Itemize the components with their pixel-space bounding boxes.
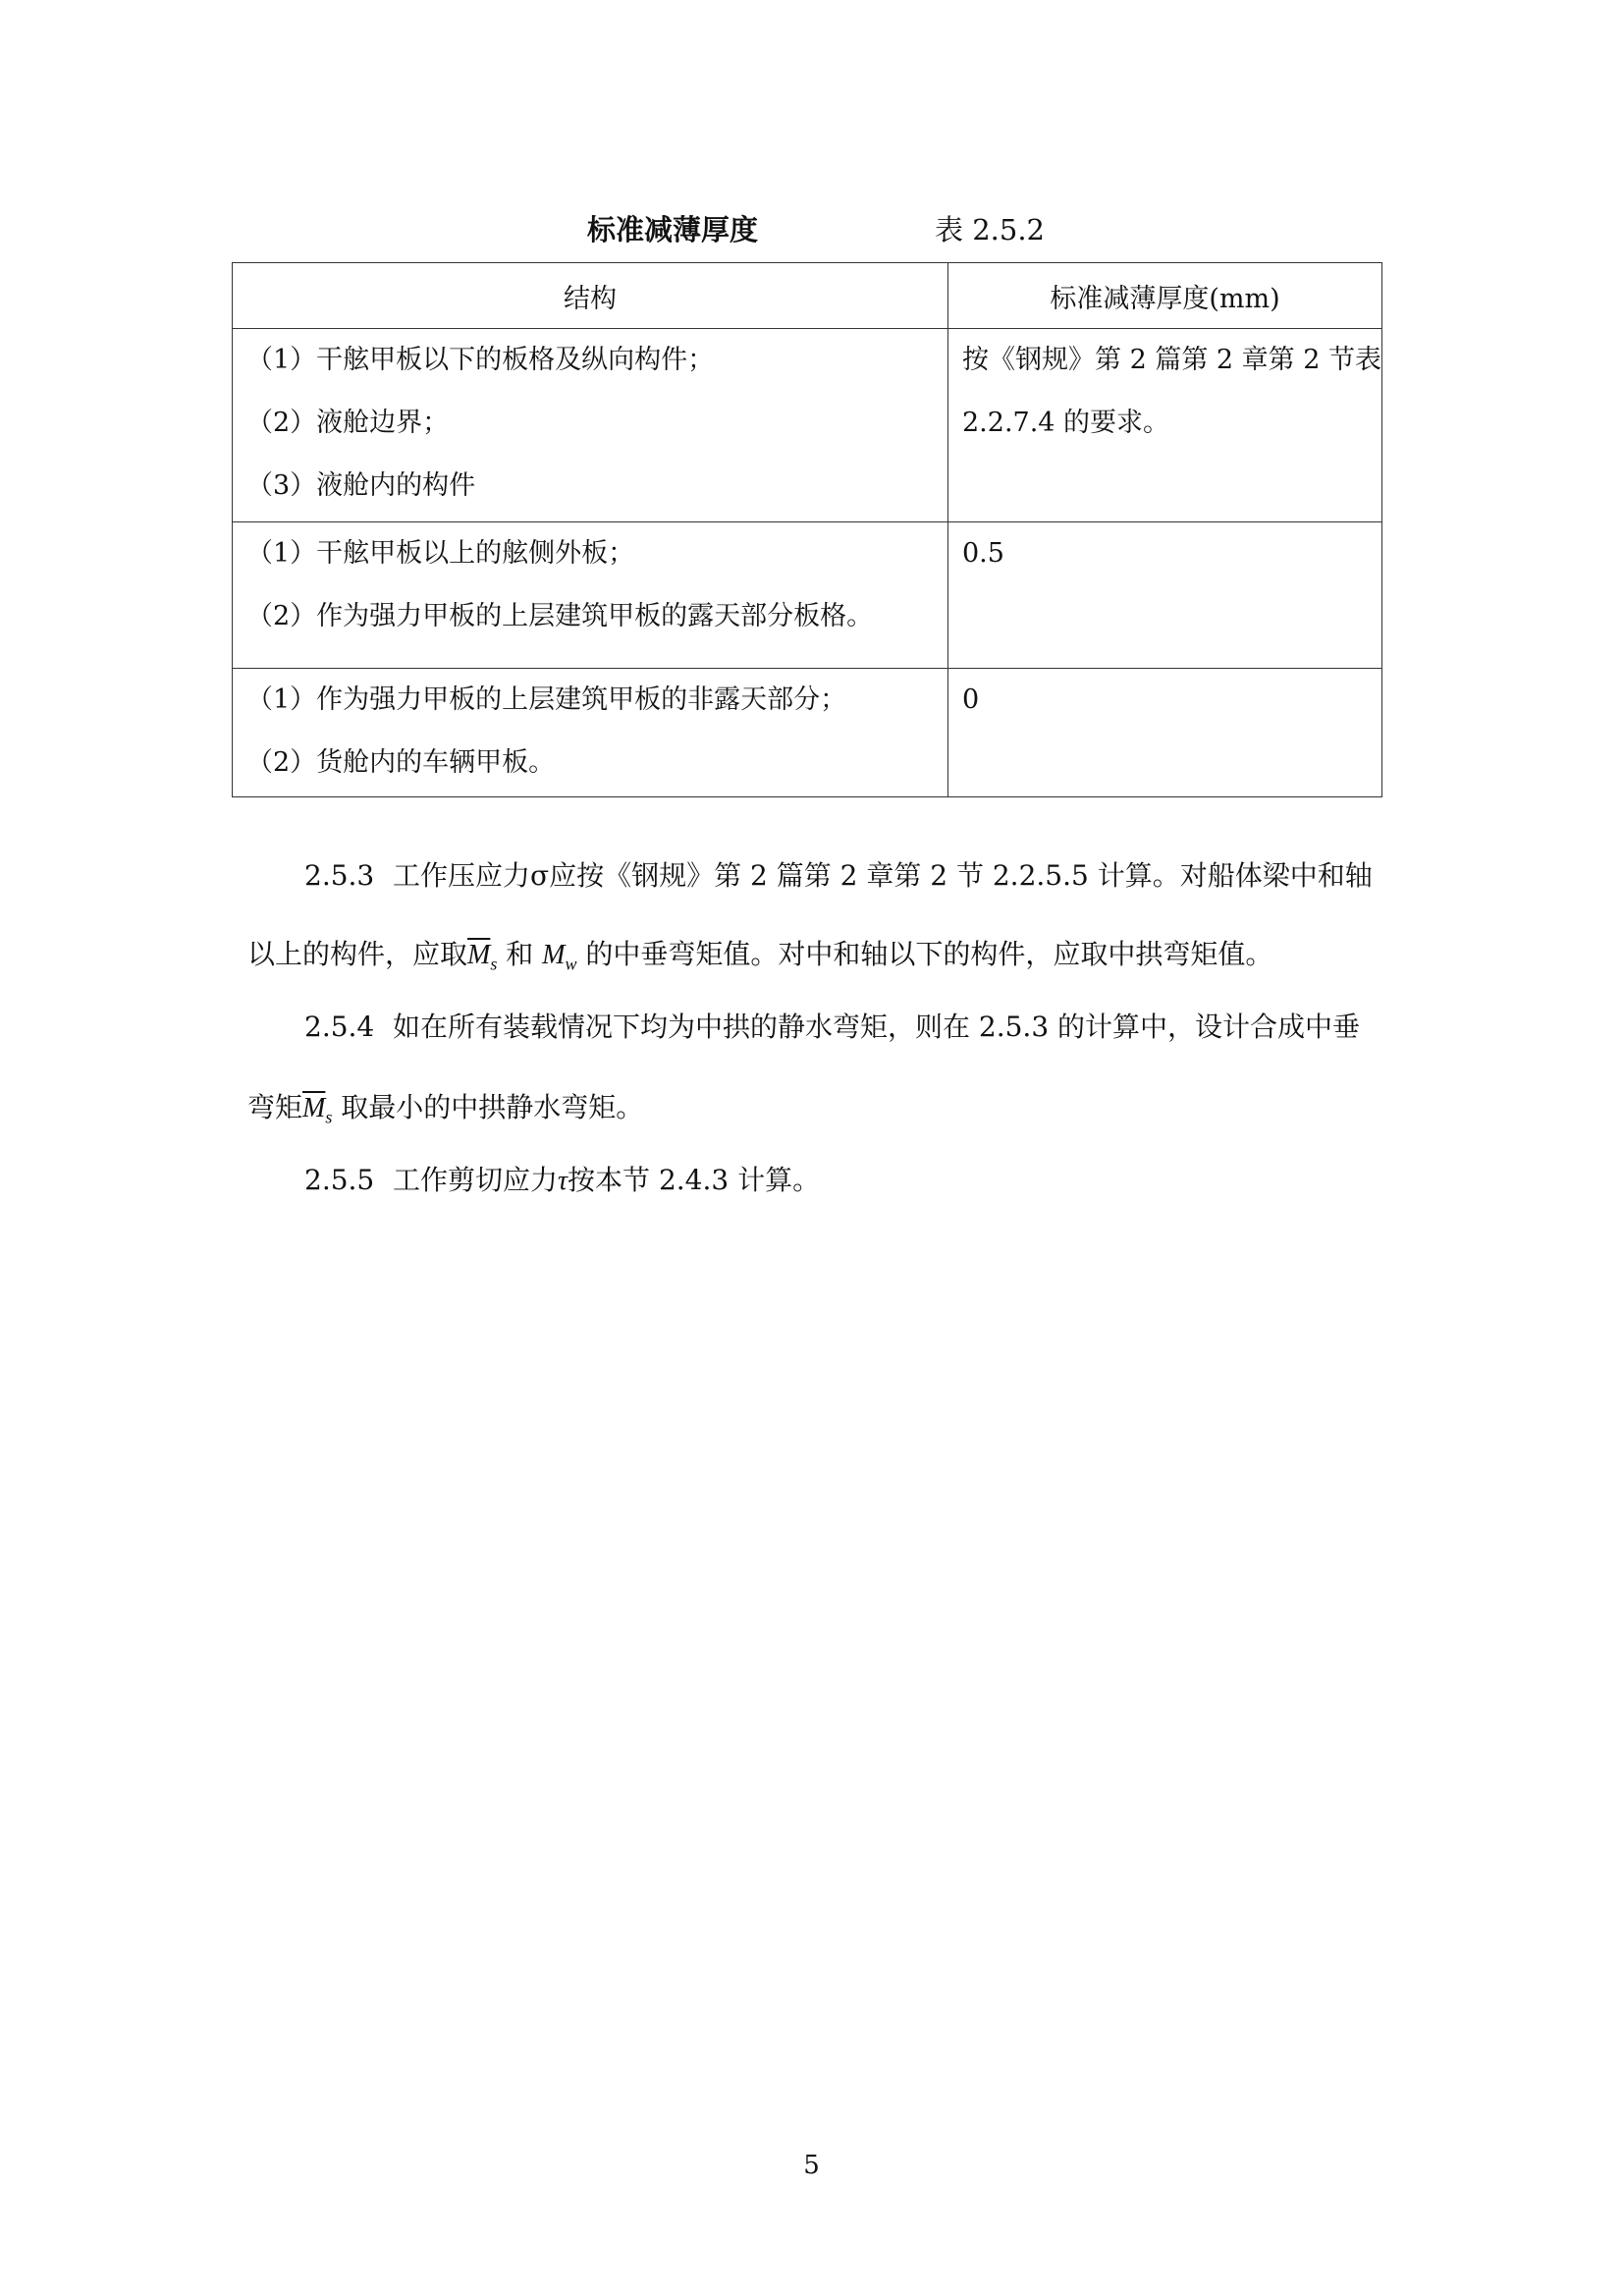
clause-number: 2.5.3 bbox=[304, 859, 375, 892]
paragraph-text: 按本节 2.4.3 计算。 bbox=[568, 1164, 821, 1196]
table-row bbox=[233, 522, 1382, 669]
paragraph-2-5-3-line2 bbox=[247, 935, 1272, 984]
structure-line: （1）干舷甲板以上的舷侧外板； bbox=[246, 538, 635, 569]
thickness-cell bbox=[948, 522, 1382, 669]
thickness-table bbox=[232, 262, 1382, 797]
page-number: 5 bbox=[803, 2151, 820, 2180]
clause-number: 2.5.5 bbox=[304, 1164, 375, 1196]
thickness-line: 0 bbox=[962, 684, 980, 715]
thickness-cell bbox=[948, 329, 1382, 522]
table-title: 标准减薄厚度 bbox=[587, 213, 759, 246]
paragraph-2-5-3-line1 bbox=[304, 856, 1373, 896]
structure-line: （2）货舱内的车辆甲板。 bbox=[246, 747, 556, 778]
math-ms-sub: s bbox=[325, 1107, 333, 1127]
table-row bbox=[233, 329, 1382, 522]
thickness-line: 按《钢规》第 2 篇第 2 章第 2 节表 bbox=[962, 345, 1382, 375]
paragraph-text: 工作剪切应力 bbox=[393, 1164, 559, 1196]
structure-line: （2）液舱边界； bbox=[246, 408, 450, 438]
header-thickness: 标准减薄厚度(mm) bbox=[948, 263, 1382, 329]
paragraph-2-5-4-line1 bbox=[304, 1008, 1360, 1047]
structure-line: （3）液舱内的构件 bbox=[246, 470, 476, 501]
math-ms-sub: s bbox=[490, 954, 498, 974]
thickness-line: 2.2.7.4 的要求。 bbox=[962, 408, 1170, 438]
math-tau: τ bbox=[558, 1166, 568, 1196]
math-ms: $\overline{M}$ bbox=[302, 1093, 326, 1123]
paragraph-text: 取最小的中拱静水弯矩。 bbox=[332, 1091, 644, 1123]
table-number: 表 2.5.2 bbox=[935, 213, 1046, 246]
math-mw: M bbox=[542, 940, 566, 970]
structure-line: （1）干舷甲板以下的板格及纵向构件； bbox=[246, 345, 715, 375]
structure-line: （2）作为强力甲板的上层建筑甲板的露天部分板格。 bbox=[246, 601, 874, 631]
paragraph-text: 以上的构件，应取 bbox=[247, 938, 468, 970]
thickness-line: 0.5 bbox=[962, 538, 1004, 569]
math-mw-sub: w bbox=[565, 954, 577, 974]
paragraph-text: 和 bbox=[497, 938, 543, 970]
paragraph-2-5-4-line2 bbox=[247, 1088, 643, 1137]
paragraph-text: 的中垂弯矩值。对中和轴以下的构件，应取中拱弯矩值。 bbox=[576, 938, 1273, 970]
header-structure: 结构 bbox=[233, 263, 948, 329]
structure-cell bbox=[233, 522, 948, 669]
table-row bbox=[233, 669, 1382, 797]
structure-cell bbox=[233, 329, 948, 522]
paragraph-text: 如在所有装载情况下均为中拱的静水弯矩，则在 2.5.3 的计算中，设计合成中垂 bbox=[393, 1011, 1361, 1043]
paragraph-text: 弯矩 bbox=[247, 1091, 303, 1123]
structure-line: （1）作为强力甲板的上层建筑甲板的非露天部分； bbox=[246, 684, 847, 715]
structure-cell bbox=[233, 669, 948, 797]
paragraph-2-5-5 bbox=[304, 1161, 820, 1201]
clause-number: 2.5.4 bbox=[304, 1011, 375, 1043]
paragraph-text: 工作压应力σ应按《钢规》第 2 篇第 2 章第 2 节 2.2.5.5 计算。对船体梁中和轴 bbox=[393, 859, 1373, 892]
math-ms: $\overline{M}$ bbox=[467, 940, 491, 970]
table-caption bbox=[0, 208, 1623, 247]
thickness-cell bbox=[948, 669, 1382, 797]
table-header-row bbox=[233, 263, 1382, 329]
